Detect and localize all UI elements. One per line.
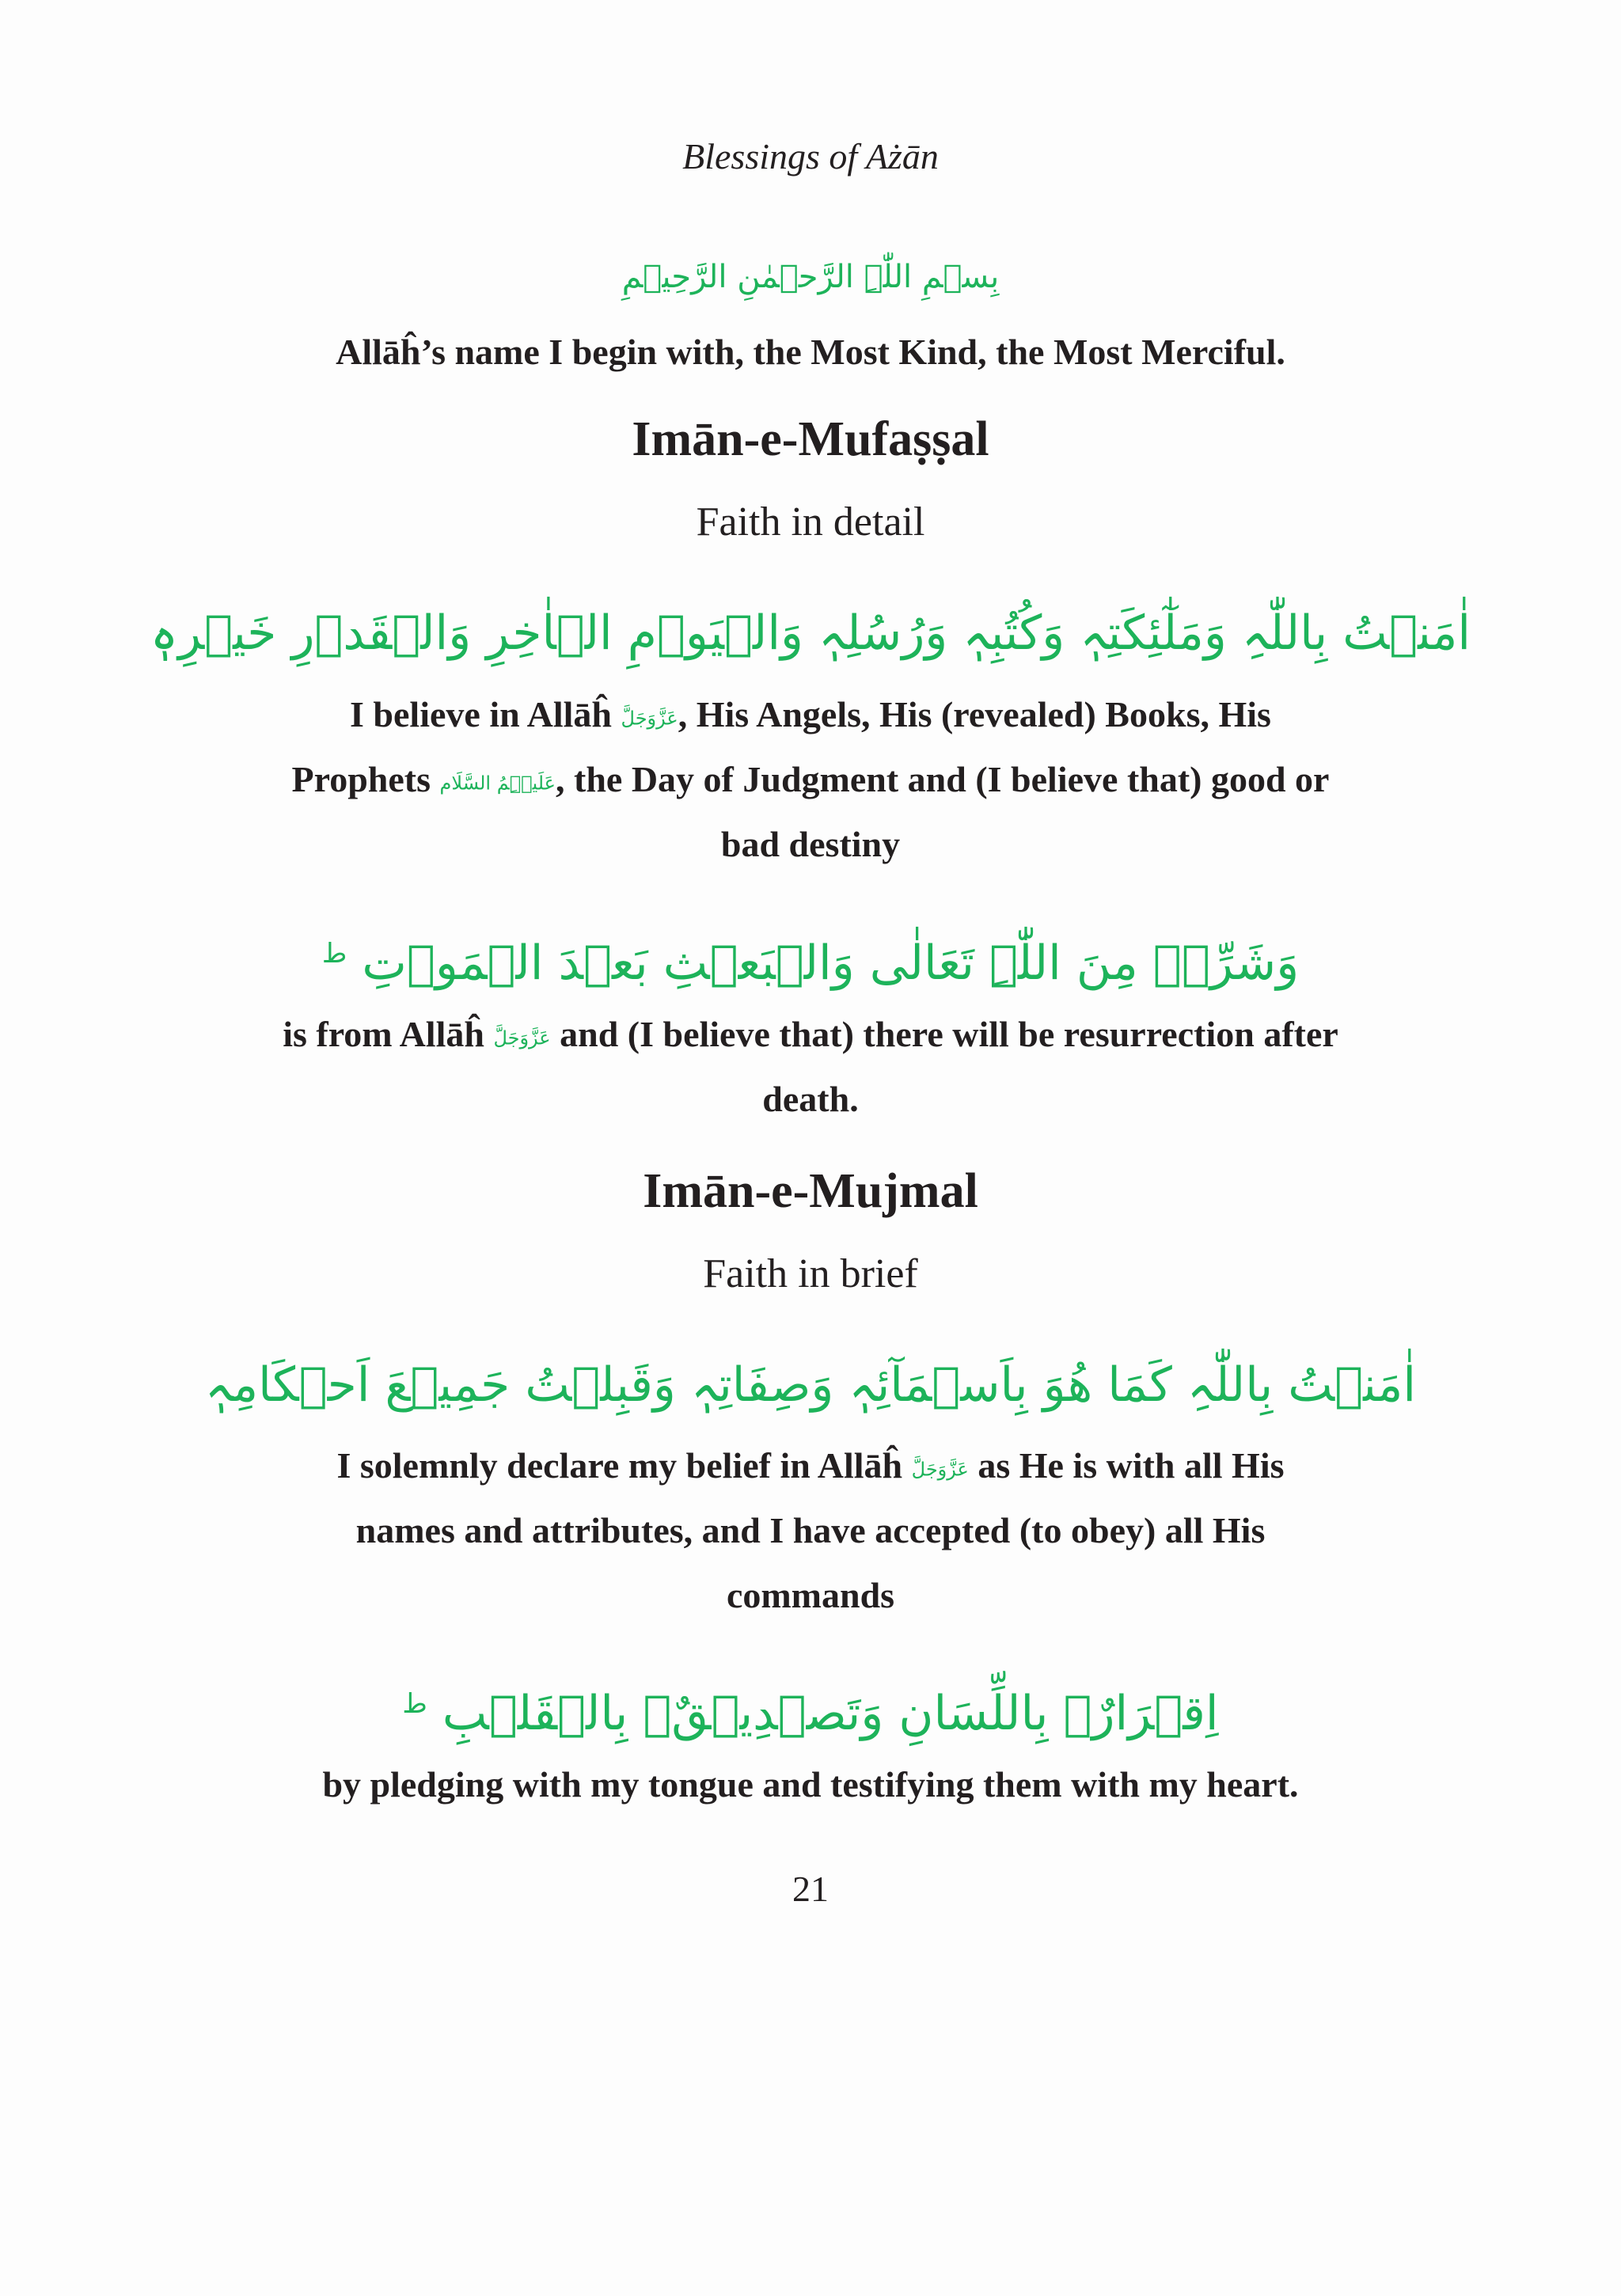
page-number: 21 bbox=[792, 1869, 829, 1909]
translation-text: is from Allāĥ bbox=[283, 1014, 484, 1054]
translation-text: Prophets bbox=[291, 759, 431, 799]
section-subtitle-mufassal: Faith in detail bbox=[696, 499, 925, 545]
mufassal-arabic-line-1: اٰمَنۡتُ بِاللّٰہِ وَمَلٰٓئِکَتِہٖ وَکُتُبِہٖ وَرُسُلِہٖ وَالۡیَوۡمِ الۡاٰخِرِ وَالۡقَدۡرِ خَیۡرِہٖ bbox=[150, 605, 1471, 661]
section-title-mujmal: Imān-e-Mujmal bbox=[643, 1164, 978, 1218]
mufassal-translation-line-1 bbox=[0, 691, 1621, 742]
mufassal-translation-line-3: bad destiny bbox=[720, 824, 901, 864]
bismillah-arabic: بِسۡمِ اللّٰہِ الرَّحۡمٰنِ الرَّحِیۡمِ bbox=[621, 259, 1000, 295]
mufassal-translation-line-2 bbox=[0, 756, 1621, 806]
translation-text: , the Day of Judgment and (I believe that) good or bbox=[556, 759, 1330, 799]
mufassal-translation-2-line-1 bbox=[0, 1011, 1621, 1061]
arabic-text: وَشَرِّہٖ مِنَ اللّٰہِ تَعَالٰی وَالۡبَعۡثِ بَعۡدَ الۡمَوۡتِ bbox=[362, 935, 1300, 991]
honorific-azza-wa-jalla: عَزَّوَجَلَّ bbox=[911, 1458, 969, 1481]
running-header: Blessings of Ażān bbox=[682, 136, 939, 176]
honorific-alayhim-salam: عَلَیۡہِمُ السَّلَام bbox=[439, 772, 556, 795]
mujmal-translation-line-2: names and attributes, and I have accepted (to obey) all His bbox=[355, 1510, 1266, 1550]
waqf-mark: ط bbox=[402, 1688, 427, 1720]
mujmal-translation-line-1 bbox=[0, 1442, 1621, 1493]
mujmal-translation-2-line-1: by pledging with my tongue and testifying them with my heart. bbox=[322, 1764, 1299, 1805]
waqf-mark: ط bbox=[321, 938, 347, 970]
section-subtitle-mujmal: Faith in brief bbox=[703, 1251, 918, 1296]
translation-text: as He is with all His bbox=[978, 1445, 1285, 1486]
mujmal-translation-line-3: commands bbox=[726, 1575, 895, 1615]
translation-text: , His Angels, His (revealed) Books, His bbox=[678, 694, 1271, 734]
mufassal-arabic-line-2 bbox=[0, 910, 1621, 1007]
honorific-azza-wa-jalla: عَزَّوَجَلَّ bbox=[493, 1027, 551, 1049]
section-title-mufassal: Imān-e-Mufaṣṣal bbox=[632, 412, 989, 466]
mufassal-translation-2-line-2: death. bbox=[762, 1079, 859, 1119]
mujmal-arabic-line-2 bbox=[0, 1660, 1621, 1757]
translation-text: I solemnly declare my belief in Allāĥ bbox=[336, 1445, 903, 1486]
arabic-text: اِقۡرَارٌۢ بِاللِّسَانِ وَتَصۡدِیۡقٌۢ بِالۡقَلۡبِ bbox=[442, 1686, 1219, 1741]
bismillah-translation: Allāĥ’s name I begin with, the Most Kind, the Most Merciful. bbox=[336, 332, 1285, 372]
mujmal-arabic-line-1: اٰمَنۡتُ بِاللّٰہِ کَمَا ھُوَ بِاَسۡمَآئِہٖ وَصِفَاتِہٖ وَقَبِلۡتُ جَمِیۡعَ اَحۡکَامِہٖ bbox=[204, 1357, 1417, 1413]
translation-text: and (I believe that) there will be resurrection after bbox=[560, 1014, 1338, 1054]
translation-text: I believe in Allāĥ bbox=[350, 694, 613, 734]
honorific-azza-wa-jalla: عَزَّوَجَلَّ bbox=[621, 707, 678, 730]
